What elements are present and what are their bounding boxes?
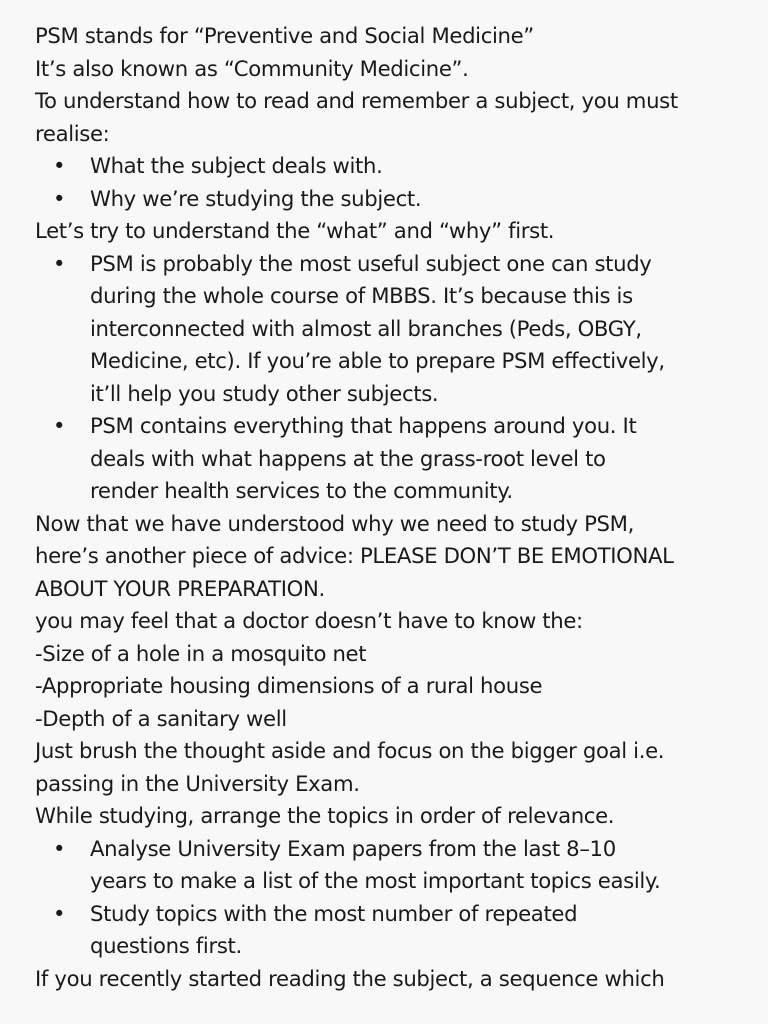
- text-line: you may feel that a doctor doesn’t have to know the:: [35, 608, 583, 633]
- text-line: -Size of a hole in a mosquito net: [35, 640, 367, 666]
- text-line: Just brush the thought aside and focus on the bigger goal i.e.: [35, 738, 665, 763]
- list-item: [35, 410, 738, 508]
- text-line: While studying, arrange the topics in order of relevance.: [35, 803, 615, 828]
- text-line: here’s another piece of advice: PLEASE DON’T BE EMOTIONAL: [35, 543, 674, 568]
- text-line: passing in the University Exam.: [35, 770, 360, 796]
- list-item-text: What the subject deals with.: [90, 153, 383, 178]
- bullet-icon: •: [53, 413, 66, 438]
- bullet-icon: •: [53, 250, 66, 276]
- bullet-icon: •: [53, 153, 66, 178]
- list-item-text: Why we’re studying the subject.: [90, 185, 422, 211]
- text-line: Now that we have understood why we need to study PSM,: [35, 510, 634, 536]
- text-line: If you recently started reading the subject, a sequence which: [35, 965, 665, 991]
- bullet-icon: •: [53, 900, 66, 926]
- list-item: [35, 248, 738, 411]
- text-line: -Depth of a sanitary well: [35, 705, 287, 731]
- list-item-text: Analyse University Exam papers from the last 8–10 years to make a list of the most important topics easily.: [90, 835, 661, 893]
- text-line: -Appropriate housing dimensions of a rural house: [35, 673, 543, 698]
- text-line: To understand how to read and remember a subject, you must: [35, 88, 678, 113]
- bullet-icon: •: [53, 835, 66, 861]
- list-item: [35, 898, 738, 963]
- text-line: Let’s try to understand the “what” and “why” first.: [35, 218, 555, 243]
- text-line: ABOUT YOUR PREPARATION.: [35, 575, 325, 601]
- list-item-text: PSM contains everything that happens around you. It deals with what happens at the grass-root level to render health services to the community.: [90, 413, 637, 503]
- list-item: [35, 833, 738, 898]
- list-item: [35, 183, 738, 216]
- text-line: PSM stands for “Preventive and Social Medicine”: [35, 23, 534, 48]
- text-line: realise:: [35, 120, 110, 146]
- bullet-icon: •: [53, 185, 66, 211]
- list-item-text: Study topics with the most number of repeated questions first.: [90, 900, 578, 958]
- text-line: It’s also known as “Community Medicine”.: [35, 55, 469, 81]
- list-item-text: PSM is probably the most useful subject one can study during the whole course of MBBS. It’s because this is interconnected with almost all branches (Peds, OBGY, Medicine, etc). If you’re able to prepare PSM effectively, it’ll help you study other subjects.: [90, 250, 665, 406]
- list-item: [35, 150, 738, 183]
